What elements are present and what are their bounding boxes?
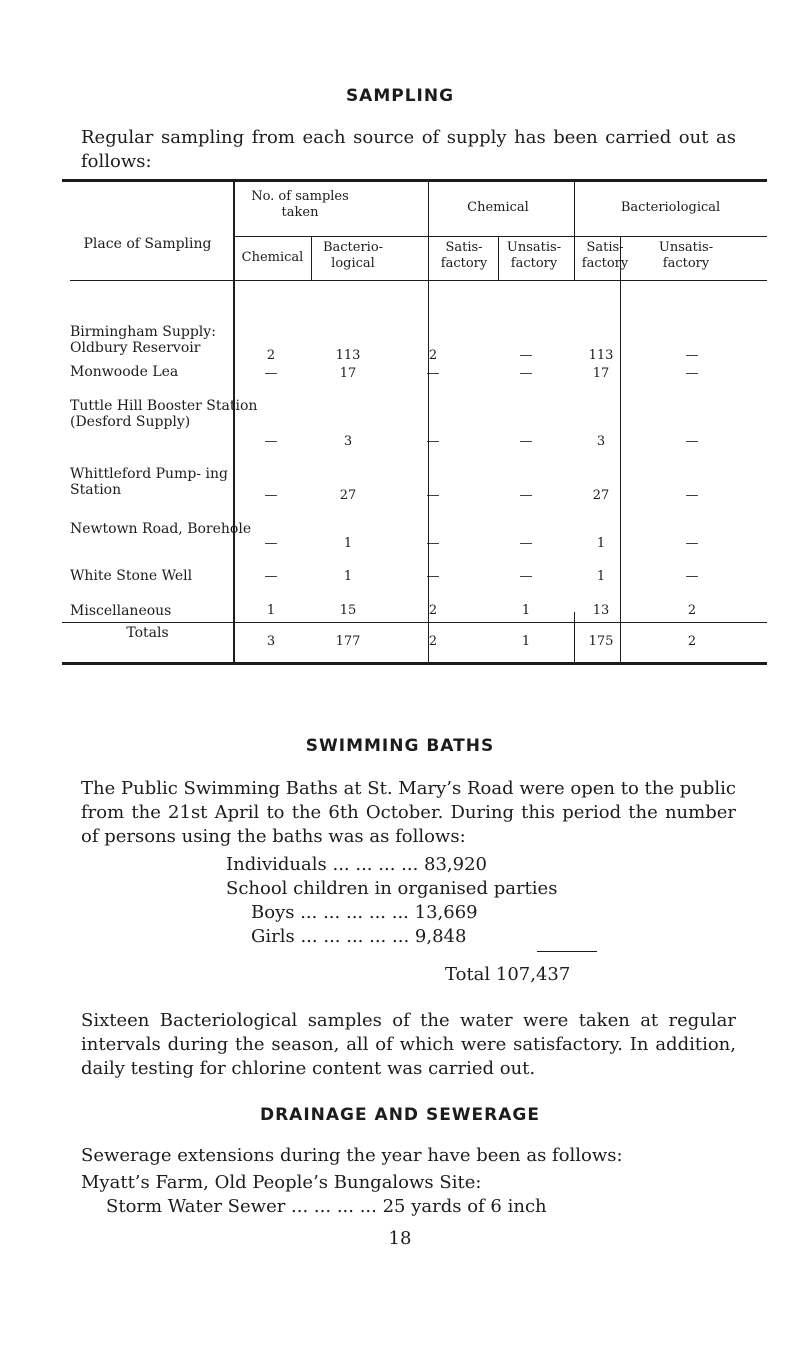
col-divider — [574, 182, 575, 280]
table-cell: — — [426, 366, 440, 381]
row-label: Miscellaneous — [70, 603, 172, 619]
table-cell: — — [426, 569, 440, 584]
individuals-line: Individuals ... ... ... ... 83,920 — [226, 854, 487, 875]
table-cell: 13 — [592, 603, 610, 618]
total-rule — [537, 951, 597, 952]
table-cell: — — [685, 366, 699, 381]
school-line: School children in organised parties — [226, 878, 558, 899]
totals-cell: 2 — [687, 634, 697, 649]
row-label: Newtown Road, Borehole — [70, 521, 252, 537]
sub-chem-unsatis: Unsatis- factory — [506, 240, 562, 271]
row-label: Whittleford Pump- ing Station — [70, 466, 228, 498]
table-cell: — — [264, 434, 278, 449]
sub-bact-satis: Satis- factory — [581, 240, 629, 271]
sampling-heading: SAMPLING — [345, 86, 455, 106]
row-label: Monwoode Lea — [70, 364, 179, 380]
table-cell: — — [685, 569, 699, 584]
sub-bacterio: Bacterio- logical — [322, 240, 384, 271]
sub-bact-unsatis: Unsatis- factory — [658, 240, 714, 271]
header-rule — [70, 280, 767, 281]
table-cell: 2 — [687, 603, 697, 618]
table-cell: 27 — [339, 488, 357, 503]
header-chemical: Chemical — [467, 200, 529, 215]
drainage-heading: DRAINAGE AND SEWERAGE — [259, 1105, 540, 1125]
header-bacteriological: Bacteriological — [620, 200, 721, 215]
sub-chemical: Chemical — [241, 250, 304, 265]
table-cell: — — [519, 569, 533, 584]
swimming-para: The Public Swimming Baths at St. Mary’s Road were open to the public from the 21st April to the 6th October. During this period the number of persons using the baths was as follows: — [81, 778, 736, 847]
sewer-line: Storm Water Sewer ... ... ... ... 25 yards of 6 inch — [106, 1196, 547, 1217]
totals-label: Totals — [126, 625, 169, 641]
table-cell: 2 — [428, 348, 438, 363]
sub-chem-satis: Satis- factory — [440, 240, 488, 271]
girls-line: Girls ... ... ... ... ... 9,848 — [251, 926, 467, 947]
table-cell: — — [264, 488, 278, 503]
row-label: White Stone Well — [70, 568, 193, 584]
totals-cell: 1 — [521, 634, 531, 649]
table-cell: — — [264, 536, 278, 551]
table-cell: — — [685, 434, 699, 449]
table-cell: 1 — [596, 569, 606, 584]
boys-line: Boys ... ... ... ... ... 13,669 — [251, 902, 478, 923]
table-cell: 3 — [596, 434, 606, 449]
col-divider — [498, 236, 499, 280]
header-samples: No. of samples taken — [251, 189, 349, 220]
table-cell: 15 — [339, 603, 357, 618]
table-cell: 1 — [343, 536, 353, 551]
drainage-para: Sewerage extensions during the year have been as follows: — [81, 1145, 623, 1166]
table-cell: — — [426, 536, 440, 551]
row-label: Birmingham Supply: Oldbury Reservoir — [70, 324, 216, 356]
totals-cell: 2 — [428, 634, 438, 649]
table-cell: — — [264, 569, 278, 584]
table-cell: — — [685, 536, 699, 551]
table-cell: 2 — [266, 348, 276, 363]
table-bottom-rule — [62, 662, 767, 665]
table-cell: 17 — [339, 366, 357, 381]
table-cell: 113 — [335, 348, 361, 363]
col-divider — [311, 236, 312, 280]
table-cell: — — [426, 434, 440, 449]
sampling-intro: Regular sampling from each source of supply has been carried out as follows: — [81, 127, 736, 172]
col-divider — [620, 236, 621, 662]
swimming-heading: SWIMMING BATHS — [305, 736, 495, 756]
header-place: Place of Sampling — [83, 236, 212, 252]
totals-cell: 177 — [335, 634, 361, 649]
table-cell: 27 — [592, 488, 610, 503]
page-number: 18 — [388, 1228, 412, 1249]
bacteriological-para: Sixteen Bacteriological samples of the water were taken at regular intervals during the season, all of which were satisfactory. In addition, daily testing for chlorine content was carried out. — [81, 1010, 736, 1079]
totals-cell: 175 — [588, 634, 614, 649]
table-top-rule — [62, 179, 767, 182]
table-cell: — — [519, 348, 533, 363]
col-divider — [428, 182, 429, 662]
table-cell: — — [426, 488, 440, 503]
table-cell: — — [519, 434, 533, 449]
table-cell: — — [519, 366, 533, 381]
table-cell: 1 — [266, 603, 276, 618]
total-line: Total 107,437 — [445, 964, 571, 985]
header-rule — [233, 236, 767, 237]
totals-cell: 3 — [266, 634, 276, 649]
table-cell: — — [685, 348, 699, 363]
table-cell: — — [519, 536, 533, 551]
table-cell: 113 — [588, 348, 614, 363]
row-label: Tuttle Hill Booster Station (Desford Supply) — [70, 398, 258, 430]
table-cell: 17 — [592, 366, 610, 381]
site-line: Myatt’s Farm, Old People’s Bungalows Site: — [81, 1172, 482, 1193]
table-cell: 1 — [521, 603, 531, 618]
totals-rule — [62, 622, 767, 623]
table-cell: 2 — [428, 603, 438, 618]
table-cell: — — [685, 488, 699, 503]
table-cell: 1 — [343, 569, 353, 584]
table-cell: — — [264, 366, 278, 381]
table-cell: 1 — [596, 536, 606, 551]
table-cell: 3 — [343, 434, 353, 449]
table-cell: — — [519, 488, 533, 503]
